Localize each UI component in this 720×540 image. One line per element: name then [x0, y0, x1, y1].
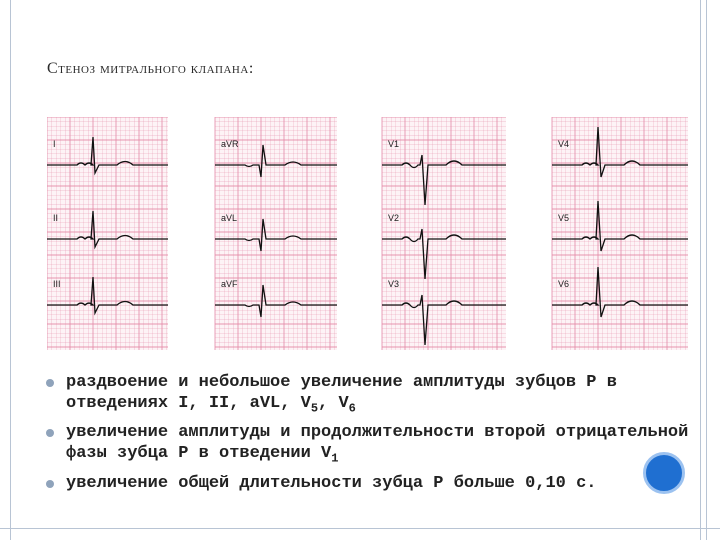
- bullet-item: [46, 473, 716, 494]
- bullet-subscript: 6: [348, 401, 356, 416]
- frame-line: [0, 528, 720, 529]
- lead-label: aVF: [221, 279, 238, 289]
- ecg-figure: [47, 117, 688, 350]
- bullet-dot: [46, 429, 54, 437]
- nav-circle-button[interactable]: [643, 452, 685, 494]
- lead-label: V1: [388, 139, 400, 149]
- lead-label: V4: [558, 139, 570, 149]
- bullet-item: [46, 372, 716, 419]
- lead-label: V2: [388, 213, 400, 223]
- bullet-text: раздвоение и небольшое увеличение амплитуды зубцов Р в отведениях I, II, aVL, V: [66, 373, 617, 413]
- bullet-list: [46, 372, 716, 497]
- ecg-panel: [47, 117, 168, 350]
- bullet-text: увеличение амплитуды и продолжительности второй отрицательной фазы зубца Р в отведении V: [66, 423, 689, 464]
- lead-label: V5: [558, 213, 570, 223]
- lead-label: V6: [558, 279, 570, 289]
- lead-label: aVR: [221, 139, 239, 149]
- bullet-item: [46, 422, 716, 469]
- bullet-text: , V: [318, 394, 349, 413]
- ecg-strips: [47, 117, 688, 350]
- bullet-subscript: 1: [331, 451, 339, 466]
- lead-label: aVL: [221, 213, 238, 223]
- ecg-panel: [215, 117, 337, 350]
- lead-label: V3: [388, 279, 400, 289]
- ecg-panel: [552, 117, 688, 350]
- frame-line: [10, 0, 11, 540]
- bullet-text: увеличение общей длительности зубца Р больше 0,10 с.: [66, 473, 597, 493]
- bullet-subscript: 5: [310, 401, 319, 416]
- lead-label: III: [53, 279, 61, 289]
- ecg-panel: [382, 117, 506, 350]
- bullet-dot: [46, 379, 54, 387]
- lead-label: II: [53, 213, 59, 223]
- lead-label: I: [53, 139, 56, 149]
- slide-title: Стеноз митрального клапана:: [47, 60, 254, 77]
- bullet-dot: [46, 480, 54, 488]
